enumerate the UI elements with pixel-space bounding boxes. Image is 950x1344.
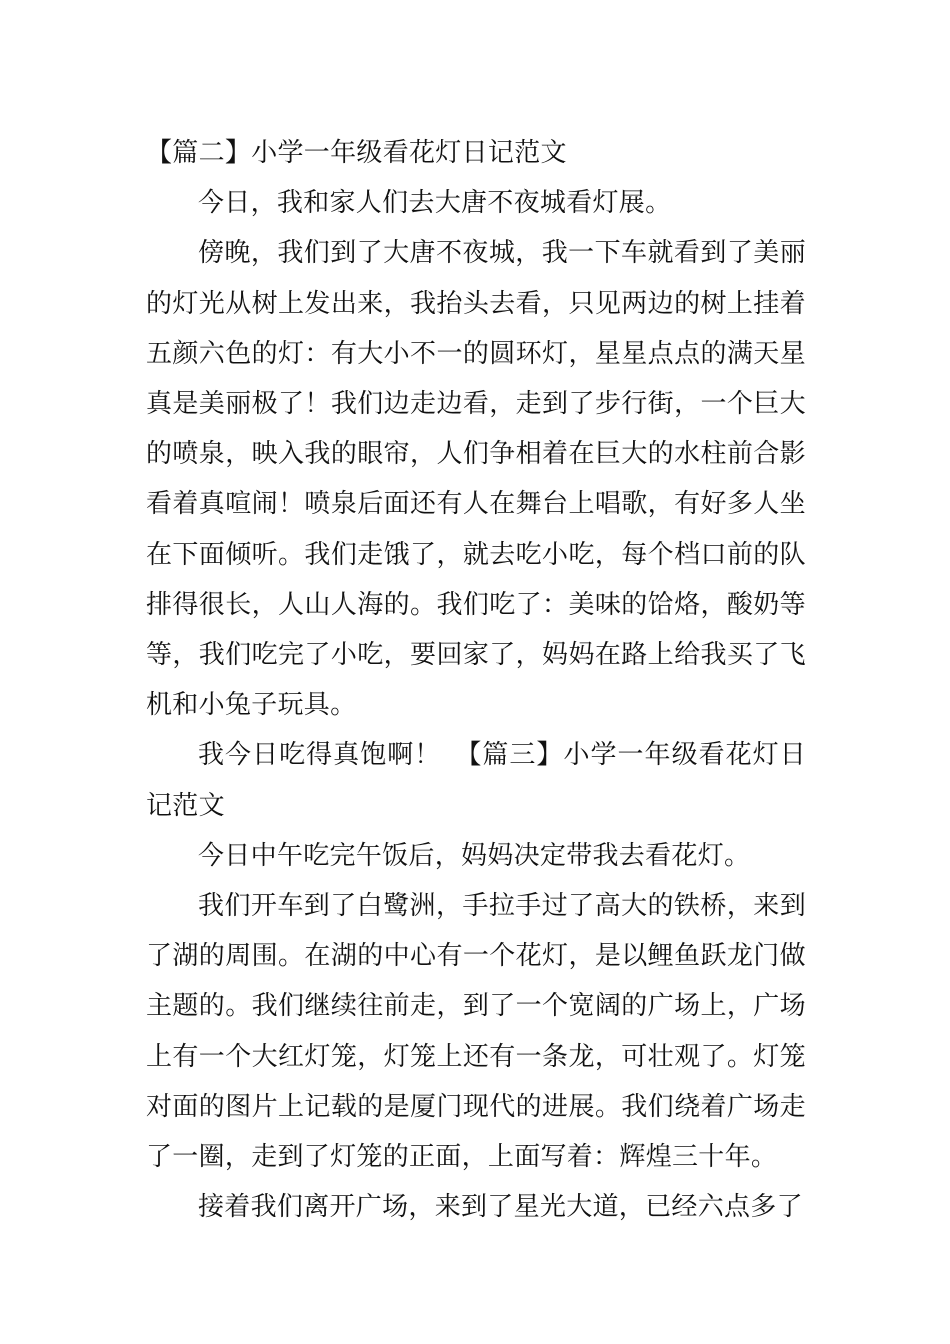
paragraph: 我们开车到了白鹭洲，手拉手过了高大的铁桥，来到了湖的周围。在湖的中心有一个花灯，是以鲤鱼跃龙门做主题的。我们继续往前走，到了一个宽阔的广场上，广场上有一个大红灯笼，灯笼上还有一条龙，可壮观了。灯笼对面的图片上记载的是厦门现代的进展。我们绕着广场走了一圈，走到了灯笼的正面，上面写着：辉煌三十年。 <box>146 891 806 1173</box>
document-body <box>146 128 806 1232</box>
paragraph: 今日中午吃完午饭后，妈妈决定带我去看花灯。 <box>198 840 751 871</box>
section-heading-part2: 【篇二】小学一年级看花灯日记范文 <box>146 138 567 168</box>
paragraph: 接着我们离开广场，来到了星光大道，已经六点多了 <box>198 1192 803 1223</box>
paragraph: 今日，我和家人们去大唐不夜城看灯展。 <box>198 188 672 219</box>
paragraph: 傍晚，我们到了大唐不夜城，我一下车就看到了美丽的灯光从树上发出来，我抬头去看，只见两边的树上挂着五颜六色的灯：有大小不一的圆环灯，星星点点的满天星真是美丽极了！我们边走边看，走到了步行街，一个巨大的喷泉，映入我的眼帘，人们争相着在巨大的水柱前合影看着真喧闹！喷泉后面还有人在舞台上唱歌，有好多人坐在下面倾听。我们走饿了，就去吃小吃，每个档口前的队排得很长，人山人海的。我们吃了：美味的饸烙，酸奶等等，我们吃完了小吃，要回家了，妈妈在路上给我买了飞机和小兔子玩具。 <box>146 238 806 721</box>
paragraph: 我今日吃得真饱啊！ 【篇三】小学一年级看花灯日记范文 <box>146 740 806 821</box>
